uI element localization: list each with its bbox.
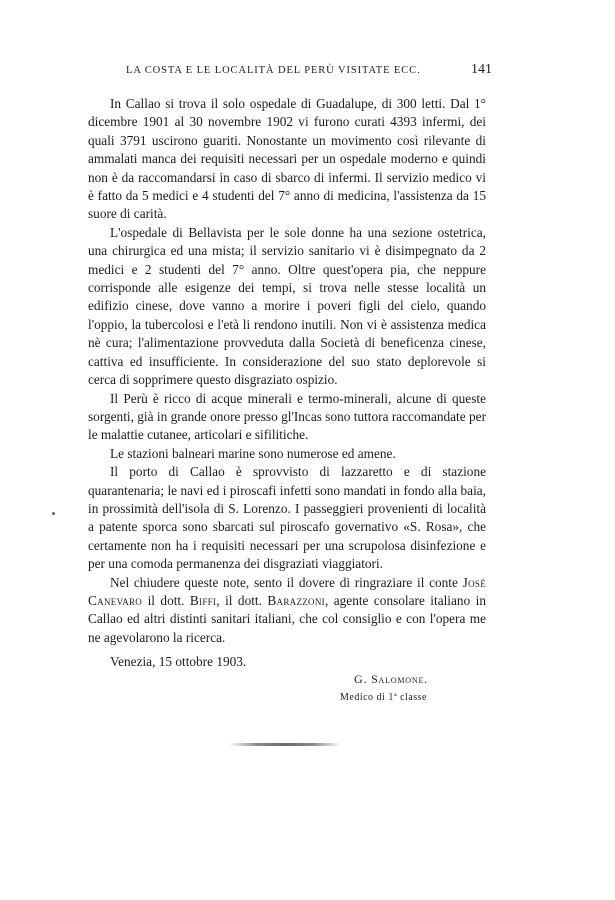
closing-text-1: Nel chiudere queste note, sento il dovere di ringraziare il conte — [110, 574, 463, 590]
date-line: Venezia, 15 ottobre 1903. — [110, 654, 247, 669]
body-text — [88, 95, 486, 647]
name-barazzoni: Barazzoni — [267, 592, 325, 608]
name-biffi: Biffi — [189, 592, 217, 608]
paragraph-acque-minerali: Il Perù è ricco di acque minerali e termo-minerali, alcune di queste sorgenti, già in grande onore presso gl'Incas sono tuttora raccomandate per le malattie cutanee, articolari e sifilitiche. — [88, 390, 486, 443]
closing-text-4: , agente consolare italiano in Callao ed altri distinti sanitari italiani, che col consiglio e con l'opera me ne agevolarono la ricerca. — [88, 592, 486, 645]
end-ornament-rule — [229, 743, 341, 746]
closing-text-3: , il dott. — [216, 592, 268, 608]
closing-text-2: il dott. — [142, 592, 190, 608]
signature-role: Medico di 1ª classe — [340, 692, 427, 703]
paragraph-ospedale-guadalupe: In Callao si trova il solo ospedale di Guadalupe, di 300 letti. Dal 1° dicembre 1901 al 30 novembre 1902 vi furono curati 4393 infermi, dei quali 3791 uscirono guariti. Nonostante un movimento così rilevante di ammalati manca dei requisiti necessari per un ospedale moderno e quindi non è da raccomandarsi in caso di sbarco di infermi. Il servizio medico vi è fatto da 5 medici e 4 studenti del 7° anno di medicina, l'assistenza da 15 suore di carità. — [88, 96, 486, 222]
header-title: LA COSTA E LE LOCALITÀ DEL PERÙ VISITATE ECC. — [126, 65, 421, 76]
signature-name: G. Salomone. — [354, 672, 428, 686]
paragraph-ringraziamenti — [88, 574, 486, 648]
paragraph-stazioni-balneari: Le stazioni balneari marine sono numerose ed amene. — [110, 445, 396, 461]
name-canevaro: José Canevaro — [88, 574, 486, 608]
paragraph-porto-callao: Il porto di Callao è sprovvisto di lazzaretto e di stazione quarantenaria; le navi ed i piroscafi infetti sono mandati in fondo alla baia, in prossimità dell'isola di S. Lorenzo. I passeggieri provenienti di località a patente sporca sono sbarcati sul piroscafo governativo «S. Rosa», che certamente non ha i requisiti necessari per una scrupolosa disinfezione e per una comoda permanenza dei disgraziati viaggiatori. — [88, 464, 486, 572]
margin-dot — [52, 512, 55, 515]
page-number: 141 — [471, 62, 492, 77]
paragraph-ospedale-bellavista: L'ospedale di Bellavista per le sole donne ha una sezione ostetrica, una chirurgica ed una mista; il servizio sanitario vi è disimpegnato da 2 medici e 2 studenti del 7° anno. Oltre quest'opera pia, che neppure corrisponde alle esigenze dei tempi, si trova nelle stesse località un edifizio cinese, dove vanno a morire i poveri figli del cielo, quando l'oppio, la tubercolosi e l'età li rendono inutili. Non vi è assistenza medica nè cura; l'alimentazione provveduta dalla Società di beneficenza cinese, cattiva ed insufficiente. In considerazione del suo stato deplorevole si cerca di sopprimere questo disgraziato ospizio. — [88, 224, 486, 388]
